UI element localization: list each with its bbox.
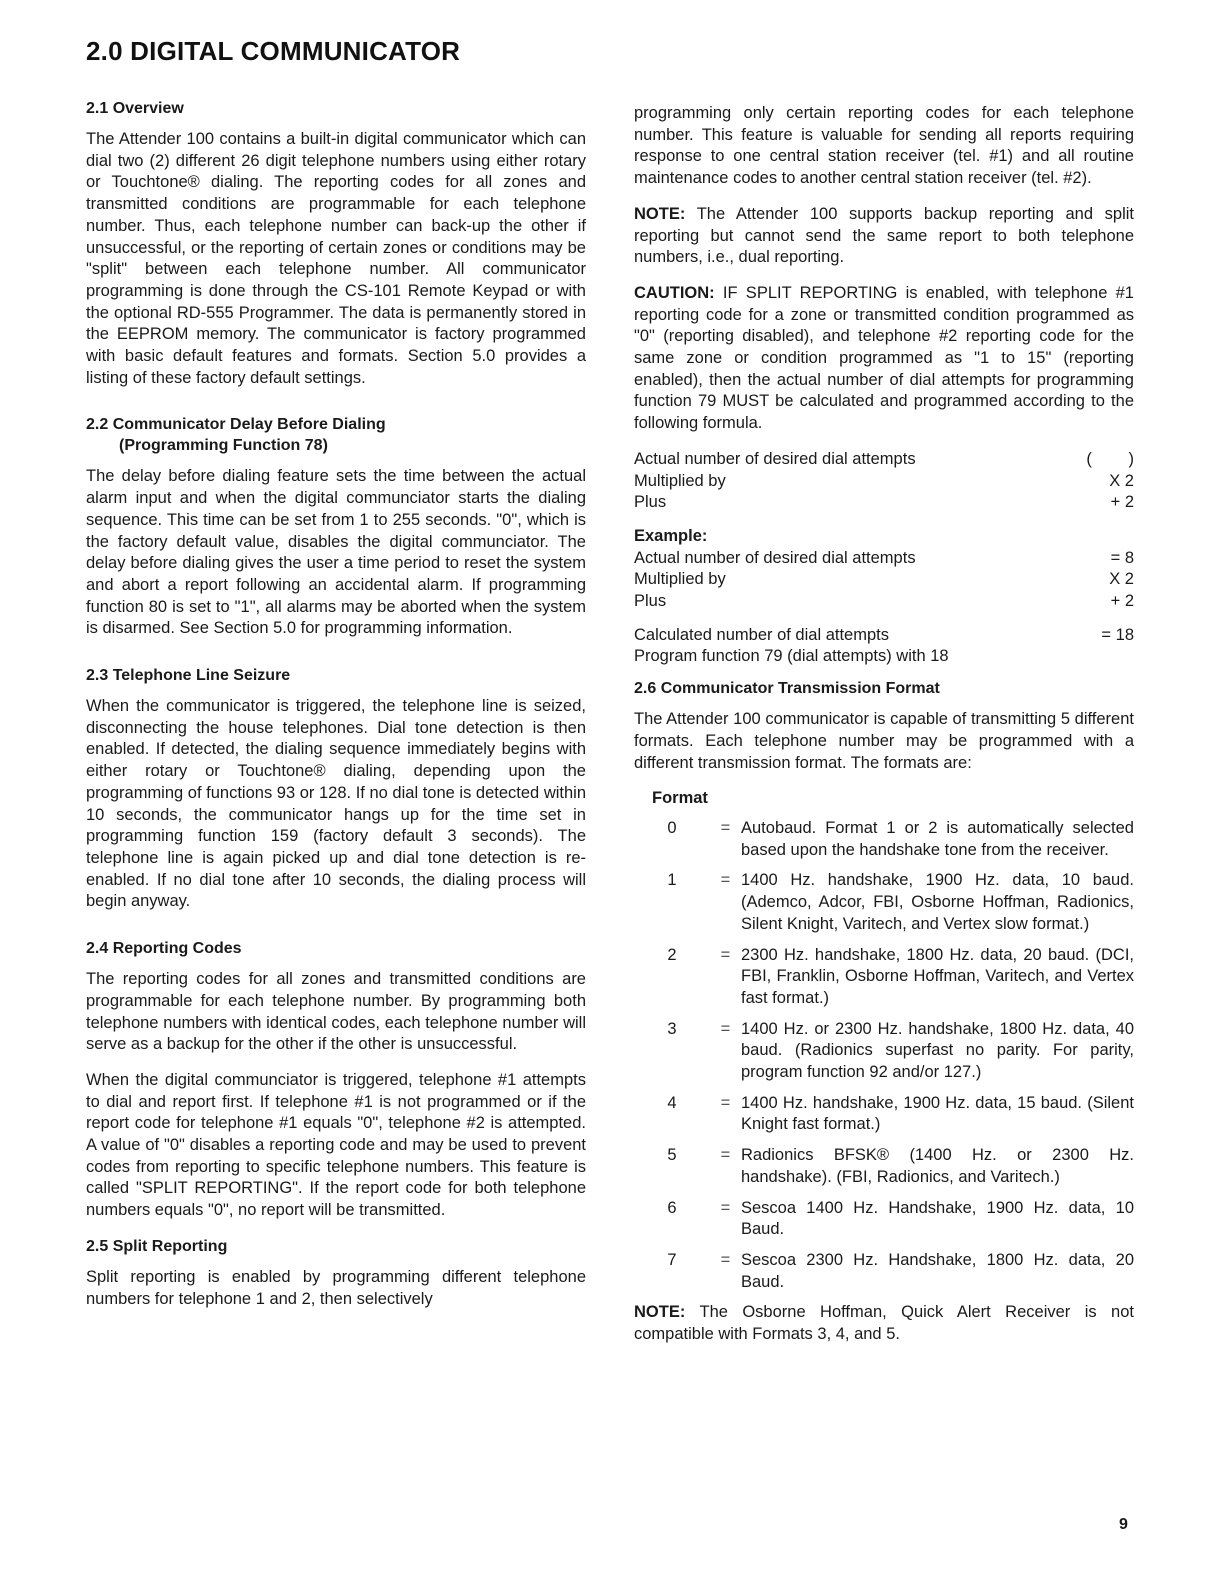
paragraph: The reporting codes for all zones and transmitted conditions are programmable for each telephone number. By programming both telephone numbers with identical codes, each telephone number will serve as a backup for the other if the other is unsuccessful.	[86, 970, 586, 1054]
format-item	[634, 1093, 1134, 1136]
example-label: Actual number of desired dial attempts	[634, 548, 916, 567]
note	[634, 1302, 1134, 1345]
section-heading: 2.3 Telephone Line Seizure	[86, 667, 291, 685]
formula-label: Plus	[634, 493, 667, 512]
format-item	[634, 945, 1134, 1010]
format-number: 6	[667, 1198, 677, 1217]
equals-sign: =	[720, 871, 731, 890]
format-item	[634, 1019, 1134, 1084]
equals-sign: =	[720, 945, 731, 964]
calculated-label: Calculated number of dial attempts	[634, 625, 889, 644]
section-overview	[86, 98, 586, 389]
section-heading	[86, 414, 586, 456]
format-description: 1400 Hz. handshake, 1900 Hz. data, 10 baud. (Ademco, Adcor, FBI, Osborne Hoffman, Radionics, Silent Knight, Varitech, and Vertex slow format.)	[741, 871, 1134, 933]
section-codes	[86, 938, 586, 1222]
equals-sign: =	[720, 1198, 731, 1217]
format-description: 1400 Hz. or 2300 Hz. handshake, 1800 Hz. data, 40 baud. (Radionics superfast no parity. For parity, program function 92 and/or 127.)	[741, 1019, 1134, 1082]
paragraph: When the digital communciator is triggered, telephone #1 attempts to dial and report first. If telephone #1 is not programmed or if the report code for telephone #1 equals "0", telephone #2 is attempted. A value of "0" disables a reporting code and may be used to prevent codes from reporting to specific telephone numbers. This feature is called "SPLIT REPORTING". If the report code for both telephone numbers equals "0", no report will be transmitted.	[86, 1070, 586, 1220]
left-column	[86, 98, 586, 1324]
paragraph: The delay before dialing feature sets the time between the actual alarm input and when the digital communciator starts the dialing sequence. This time can be set from 1 to 255 seconds. "0", which is the factory default value, disables the digital communciator. The delay before dialing gives the user a time period to reset the system and abort a report following an accidental alarm. If programming function 80 is set to "1", all alarms may be aborted when the system is disarmed. See Section 5.0 for programming information.	[86, 467, 586, 638]
format-number: 5	[667, 1146, 677, 1165]
formula	[634, 449, 1134, 668]
equals-sign: =	[720, 1146, 731, 1165]
formula-row	[634, 449, 1134, 471]
calculated-value: = 18	[1101, 625, 1134, 644]
format-number: 3	[667, 1019, 677, 1038]
format-description: Radionics BFSK® (1400 Hz. or 2300 Hz. handshake). (FBI, Radionics, and Varitech.)	[741, 1146, 1134, 1186]
format-list	[634, 818, 1134, 1293]
example-value: = 8	[1110, 548, 1134, 567]
formula-value: + 2	[1110, 493, 1134, 512]
equals-sign: =	[720, 1019, 731, 1038]
caution-text: IF SPLIT REPORTING is enabled, with telephone #1 reporting code for a zone or transmitted condition programmed as "0" (reporting disabled), and telephone #2 reporting code for the same zone or condition programmed as "1 to 15" (reporting enabled), then the actual number of dial attempts for programming function 79 MUST be calculated and programmed according to the following formula.	[634, 283, 1134, 433]
caution	[634, 283, 1134, 435]
program-line: Program function 79 (dial attempts) with 18	[634, 647, 949, 666]
format-description: 2300 Hz. handshake, 1800 Hz. data, 20 baud. (DCI, FBI, Franklin, Osborne Hoffman, Varitech, and Vertex fast format.)	[741, 945, 1134, 1007]
calculated-row	[634, 625, 1134, 647]
format-description: Sescoa 2300 Hz. Handshake, 1800 Hz. data, 20 Baud.	[741, 1250, 1134, 1291]
paragraph: The Attender 100 communicator is capable of transmitting 5 different formats. Each telephone number may be programmed with a different transmission format. The formats are:	[634, 710, 1134, 772]
formula-value: ( )	[1086, 449, 1134, 468]
formula-value: X 2	[1109, 471, 1134, 490]
formula-row	[634, 492, 1134, 514]
section-delay	[86, 414, 586, 640]
note-label: NOTE:	[634, 1303, 686, 1322]
section-heading: 2.6 Communicator Transmission Format	[634, 680, 940, 698]
formula-row	[634, 471, 1134, 493]
format-item	[634, 1198, 1134, 1241]
format-number: 0	[667, 818, 677, 837]
section-seizure	[86, 665, 586, 913]
example-row	[634, 548, 1134, 570]
caution-label: CAUTION:	[634, 283, 715, 302]
format-item	[634, 870, 1134, 935]
example-row	[634, 569, 1134, 591]
format-number: 4	[667, 1093, 677, 1112]
formula-label: Multiplied by	[634, 471, 726, 490]
page-number: 9	[1119, 1516, 1128, 1533]
page-title: 2.0 DIGITAL COMMUNICATOR	[86, 36, 461, 66]
section-split	[86, 1236, 586, 1310]
equals-sign: =	[720, 1093, 731, 1112]
formula-label: Actual number of desired dial attempts	[634, 449, 916, 468]
example-value: X 2	[1109, 570, 1134, 589]
paragraph: programming only certain reporting codes for each telephone number. This feature is valuable for sending all reports requiring response to one central station receiver (tel. #1) and all routine maintenance codes to another central station receiver (tel. #2).	[634, 104, 1134, 188]
section-heading: 2.4 Reporting Codes	[86, 940, 242, 958]
equals-sign: =	[720, 1250, 731, 1269]
format-number: 1	[667, 871, 677, 890]
format-description: Sescoa 1400 Hz. Handshake, 1900 Hz. data, 10 Baud.	[741, 1198, 1134, 1239]
format-item	[634, 1145, 1134, 1188]
paragraph: Split reporting is enabled by programming different telephone numbers for telephone 1 and 2, then selectively	[86, 1267, 586, 1308]
format-description: 1400 Hz. handshake, 1900 Hz. data, 15 baud. (Silent Knight fast format.)	[741, 1093, 1134, 1134]
format-item	[634, 1250, 1134, 1293]
section-heading: 2.5 Split Reporting	[86, 1237, 228, 1255]
format-table-heading: Format	[652, 789, 708, 808]
heading-line: (Programming Function 78)	[119, 437, 328, 455]
note-text: The Osborne Hoffman, Quick Alert Receiver is not compatible with Formats 3, 4, and 5.	[634, 1303, 1134, 1344]
example-title: Example:	[634, 526, 708, 545]
note-text: The Attender 100 supports backup reporting and split reporting but cannot send the same report to both telephone numbers, i.e., dual reporting.	[634, 204, 1135, 267]
example-value: + 2	[1110, 592, 1134, 611]
format-item	[634, 818, 1134, 861]
example-label: Multiplied by	[634, 570, 726, 589]
format-description: Autobaud. Format 1 or 2 is automatically selected based upon the handshake tone from the receiver.	[741, 818, 1134, 859]
equals-sign: =	[720, 818, 731, 837]
note	[634, 204, 1134, 269]
example-row	[634, 591, 1134, 613]
paragraph: The Attender 100 contains a built-in digital communicator which can dial two (2) different 26 digit telephone numbers using either rotary or Touchtone® dialing. The reporting codes for all zones and transmitted conditions are programmable for each telephone number. Thus, each telephone number can back-up the other if unsuccessful, or the reporting of certain zones or conditions may be "split" between each telephone number. All communicator programming is done through the CS-101 Remote Keypad or with the optional RD-555 Programmer. The data is permanently stored in the EEPROM memory. The communicator is factory programmed with basic default features and formats. Section 5.0 provides a listing of these factory default settings.	[86, 130, 586, 387]
paragraph: When the communicator is triggered, the telephone line is seized, disconnecting the house telephones. Dial tone detection is then enabled. If detected, the dialing sequence immediately begins with either rotary or Touchtone® dialing, depending upon the programming of functions 93 or 128. If no dial tone is detected within 10 seconds, the communicator hangs up for the time set in programming function 159 (factory default 3 seconds). The telephone line is again picked up and dial tone detection is re-enabled. If no dial tone after 10 seconds, the dialing process will begin anyway.	[86, 697, 586, 911]
example-label: Plus	[634, 592, 667, 611]
format-number: 2	[667, 945, 677, 964]
heading-line: 2.2 Communicator Delay Before Dialing	[86, 416, 386, 434]
note-label: NOTE:	[634, 204, 686, 223]
section-heading: 2.1 Overview	[86, 100, 184, 117]
format-number: 7	[667, 1250, 677, 1269]
right-column	[634, 103, 1134, 1360]
